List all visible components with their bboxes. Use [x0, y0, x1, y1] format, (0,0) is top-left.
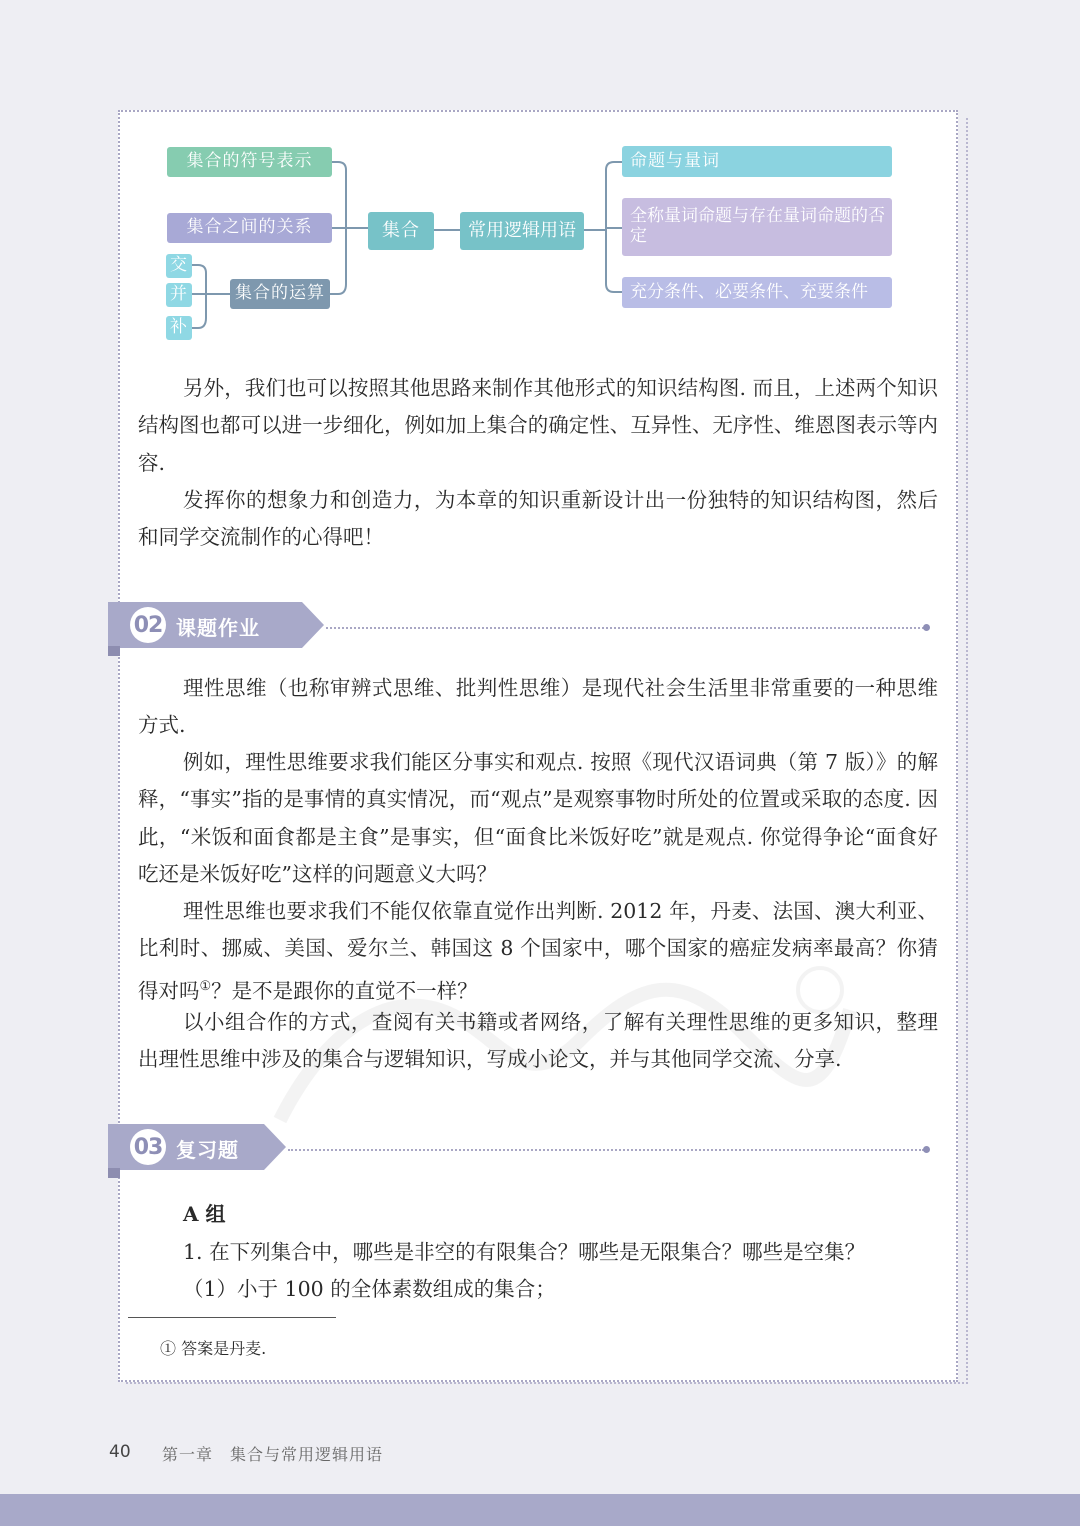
- intro-paragraph-1: 另外，我们也可以按照其他思路来制作其他形式的知识结构图. 而且，上述两个知识结构图也都可以进一步细化，例如加上集合的确定性、互异性、无序性、维恩图表示等内容.: [138, 376, 938, 475]
- section-number-badge: 02: [130, 607, 166, 643]
- bottom-bar: [0, 1494, 1080, 1526]
- exercise-question-1-part-1: （1）小于 100 的全体素数组成的集合；: [183, 1277, 556, 1301]
- review-number-badge: 03: [130, 1129, 166, 1165]
- project-paragraph-3: [138, 893, 938, 1010]
- footnote-marker: ①: [199, 978, 212, 994]
- project-paragraph-3-text: 理性思维也要求我们不能仅依靠直觉作出判断. 2012 年，丹麦、法国、澳大利亚、比利时、挪威、美国、爱尔兰、韩国这 8 个国家中，哪个国家的癌症发病率最高？你猜得对吗: [138, 899, 938, 1003]
- mindmap-node-set-operations: 集合的运算: [230, 279, 330, 309]
- project-paragraph-3-tail: ？是不是跟你的直觉不一样？: [211, 978, 478, 1003]
- mindmap-node-union: 并: [166, 283, 192, 307]
- review-divider: [288, 1149, 924, 1151]
- section-divider-end-dot: [923, 624, 930, 631]
- section-tab-fold: [108, 646, 120, 656]
- footnote-rule: [128, 1317, 336, 1318]
- project-paragraph-1: 理性思维（也称审辨式思维、批判性思维）是现代社会生活里非常重要的一种思维方式.: [138, 676, 938, 738]
- mindmap-connectors: [0, 0, 1080, 360]
- review-divider-end-dot: [923, 1146, 930, 1153]
- project-paragraph-2: 例如，理性思维要求我们能区分事实和观点. 按照《现代汉语词典（第 7 版）》的解释，“事实”指的是事情的真实情况，而“观点”是观察事物时所处的位置或采取的态度. 因此，“米饭和面食都是主食”是事实，但“面食比米饭好吃”就是观点. 你觉得争论“面食好吃还是米饭好吃”这样的问题意义大吗？: [138, 750, 938, 886]
- mindmap-node-set-relations: 集合之间的关系: [167, 213, 332, 243]
- mindmap-node-set-symbols: 集合的符号表示: [167, 147, 332, 177]
- mindmap-node-intersection: 交: [166, 254, 192, 278]
- review-title: 复习题: [176, 1138, 239, 1162]
- review-tab-fold: [108, 1168, 120, 1178]
- section-title: 课题作业: [176, 616, 260, 640]
- mindmap-node-center-set: 集合: [368, 212, 434, 250]
- mindmap-node-conditions: 充分条件、必要条件、充要条件: [622, 277, 892, 308]
- mindmap-node-center-logic: 常用逻辑用语: [460, 212, 584, 250]
- mindmap-node-complement: 补: [166, 316, 192, 340]
- section-divider: [326, 627, 924, 629]
- mindmap-node-propositions: 命题与量词: [622, 146, 892, 177]
- chapter-title: 第一章 集合与常用逻辑用语: [162, 1445, 384, 1464]
- page-number: 40: [109, 1442, 131, 1462]
- project-paragraph-4: 以小组合作的方式，查阅有关书籍或者网络，了解有关理性思维的更多知识，整理出理性思维中涉及的集合与逻辑知识，写成小论文，并与其他同学交流、分享.: [138, 1010, 938, 1072]
- intro-paragraph-2: 发挥你的想象力和创造力，为本章的知识重新设计出一份独特的知识结构图，然后和同学交流制作的心得吧！: [138, 488, 938, 550]
- exercise-group-label: A 组: [183, 1202, 226, 1226]
- footnote: ① 答案是丹麦.: [160, 1339, 267, 1358]
- mindmap-node-quantifier-negation: 全称量词命题与存在量词命题的否定: [622, 198, 892, 256]
- exercise-question-1: 1. 在下列集合中，哪些是非空的有限集合？哪些是无限集合？哪些是空集？: [183, 1240, 866, 1264]
